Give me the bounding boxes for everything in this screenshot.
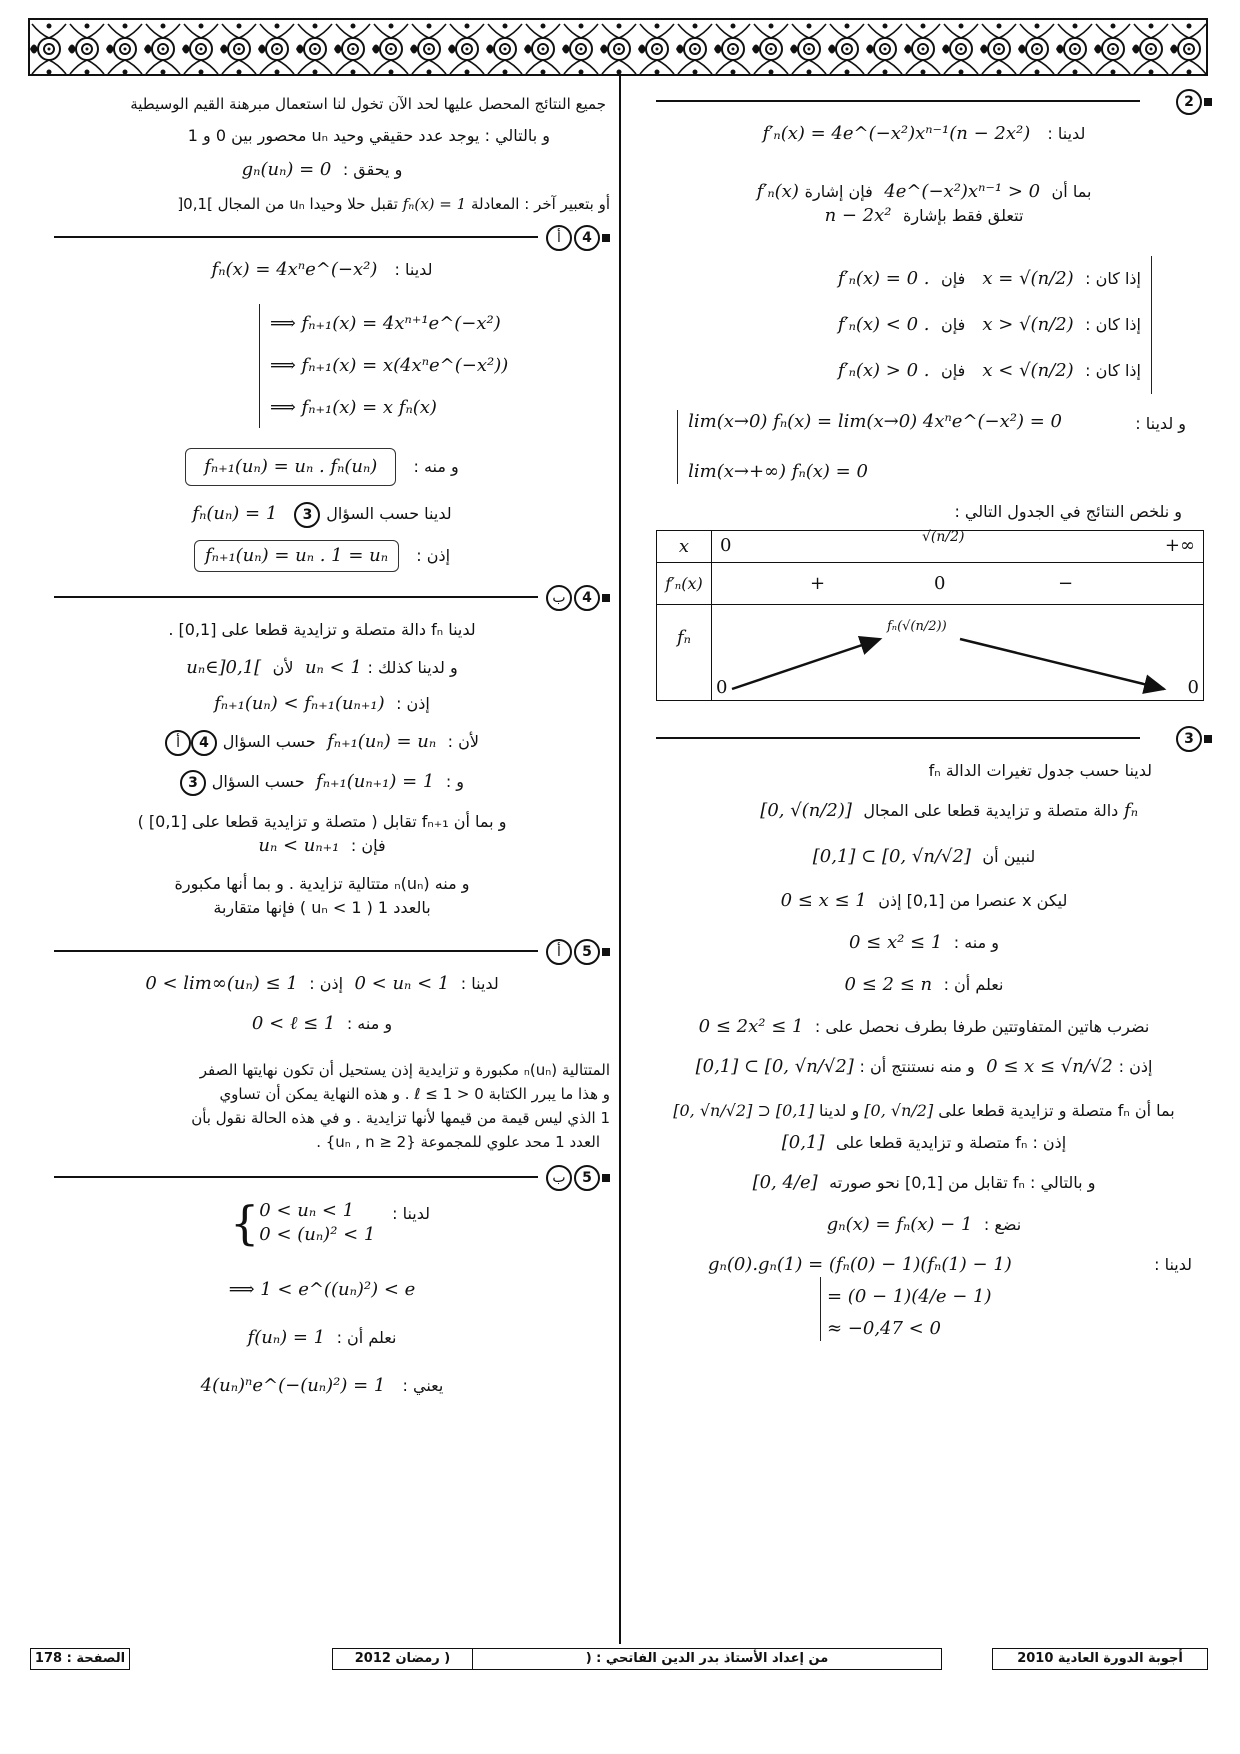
boxed-result: fₙ₊₁(uₙ) = uₙ . fₙ(uₙ) — [185, 448, 396, 486]
sub-question-label: ب — [546, 585, 572, 611]
text: لأن — [272, 658, 294, 677]
formula-limit-zero: lim(x→0) fₙ(x) = lim(x→0) 4xⁿe^(−x²) = 0 — [688, 411, 1062, 432]
formula: f(uₙ) = 1 — [247, 1327, 326, 1348]
formula: f′ₙ(x) > 0 . — [837, 360, 930, 381]
table-sign-minus: − — [1058, 573, 1074, 594]
product-block — [636, 1253, 1212, 1373]
table-f-right-value: 0 — [1187, 677, 1199, 698]
formula: 0 < (uₙ)² < 1 — [259, 1224, 376, 1245]
sub-question-label: أ — [546, 225, 572, 251]
footer-page-number: الصفحة : 178 — [30, 1648, 130, 1670]
formula: ⟹ fₙ₊₁(x) = x(4xⁿe^(−x²)) — [270, 355, 509, 376]
formula: ≈ −0,47 < 0 — [827, 1318, 941, 1339]
limits-block — [636, 410, 1212, 490]
text: و يحقق : — [342, 160, 403, 179]
formula: gₙ(uₙ) = 0 — [241, 159, 332, 180]
formula-limit-infinity: lim(x→+∞) fₙ(x) = 0 — [688, 461, 868, 482]
formula: gₙ(x) = fₙ(x) − 1 — [826, 1214, 973, 1235]
table-f-left-value: 0 — [716, 677, 728, 698]
text: فإن — [940, 315, 966, 334]
section-4b-header — [34, 582, 610, 612]
text: لنبين أن — [982, 847, 1036, 866]
text: نضرب هاتين المتفاوتتين طرفا بطرف نحصل على : — [814, 1017, 1150, 1036]
formula: = (0 − 1)(4/e − 1) — [827, 1286, 992, 1307]
text: فإن — [940, 361, 966, 380]
section-2-header — [636, 86, 1212, 116]
text: لدينا : — [1154, 1255, 1192, 1274]
text: حسب السؤال — [211, 772, 305, 791]
formula: [0, √(n/2)] — [760, 800, 852, 821]
question-reference: 3 — [294, 502, 320, 528]
text: نضع : — [983, 1215, 1022, 1234]
text: و لدينا كذلك : — [367, 658, 458, 677]
text: و لدينا : — [1135, 414, 1186, 433]
text: حسب السؤال — [222, 732, 316, 751]
section-4a-header — [34, 222, 610, 252]
formula: f′ₙ(x) < 0 . — [837, 314, 930, 335]
formula: 0 < lim∞(uₙ) ≤ 1 — [145, 973, 298, 994]
text: و بالتالي : يوجد عدد حقيقي وحيد uₙ محصور بين 0 و 1 — [187, 126, 550, 145]
text: إذا كان : — [1085, 269, 1141, 288]
formula: uₙ < uₙ₊₁ — [258, 835, 340, 856]
formula: fₙ₊₁(uₙ₊₁) = 1 — [316, 771, 435, 792]
formula: 0 ≤ 2 ≤ n — [844, 974, 933, 995]
question-number: 4 — [574, 225, 600, 251]
formula: [0,1] ⊂ [0, √n/√2] — [812, 846, 971, 867]
section-3-header — [636, 723, 1212, 753]
text: 1 الذي ليس قيمة من قيمها لأنها تزايدية . و في هذه الحالة نقول بأن — [191, 1109, 610, 1127]
text: لدينا حسب السؤال — [326, 504, 452, 523]
table-x-critical: √(n/2) — [922, 529, 965, 545]
formula: uₙ < 1 — [304, 657, 362, 678]
left-column — [34, 80, 610, 1398]
question-number: 5 — [574, 939, 600, 965]
text: إذن : fₙ متصلة و تزايدية قطعا على — [835, 1133, 1067, 1152]
text: و هذا ما يبرر الكتابة 0 < ℓ ≤ 1 . و هذه النهاية يمكن أن تساوي — [219, 1085, 610, 1103]
text: و بالتالي : fₙ تقابل من [0,1] نحو صورته — [829, 1173, 1096, 1192]
formula: x < √(n/2) — [982, 360, 1074, 381]
question-number: 5 — [574, 1165, 600, 1191]
ornamental-border — [28, 18, 1208, 76]
text: و منه نستنتج أن : — [859, 1057, 975, 1076]
text: بما أن — [1051, 182, 1092, 201]
formula: x > √(n/2) — [982, 314, 1074, 335]
text: فإن : — [350, 836, 386, 855]
text: و منه : — [953, 933, 1000, 952]
text: و لدينا — [818, 1101, 860, 1120]
formula: f′ₙ(x) — [756, 181, 799, 202]
formula: [0, 4/e] — [752, 1172, 818, 1193]
text: لدينا : — [392, 1204, 430, 1223]
formula: ⟹ fₙ₊₁(x) = x fₙ(x) — [270, 397, 437, 418]
formula: ⟹ 1 < e^((uₙ)²) < e — [228, 1279, 416, 1300]
text: إذن : — [1118, 1057, 1153, 1076]
table-x-infinity: +∞ — [1164, 535, 1195, 556]
text: تقبل حلا وحيدا uₙ من المجال ]0,1[ — [177, 195, 398, 213]
table-function-label: fₙ — [657, 605, 712, 701]
formula: n − 2x² — [824, 205, 892, 226]
sub-question-label: أ — [546, 939, 572, 965]
text: العدد 1 محد علوي للمجموعة {uₙ , n ≥ 2} . — [316, 1133, 600, 1151]
text: و منه : — [413, 457, 459, 476]
formula: fₙ₊₁(uₙ) < fₙ₊₁(uₙ₊₁) — [214, 693, 385, 714]
formula: 0 ≤ 2x² ≤ 1 — [698, 1016, 804, 1037]
footer-author: من إعداد الأستاذ بدر الدين الفاتحي : ( — [472, 1648, 942, 1670]
implication-block — [259, 304, 610, 428]
variation-table — [656, 530, 1204, 701]
text: دالة متصلة و تزايدية قطعا على المجال — [863, 801, 1119, 820]
text: بالعدد 1 ( uₙ < 1 ) فإنها متقاربة — [213, 898, 431, 917]
text: لدينا : — [460, 974, 499, 993]
text: لدينا : — [394, 260, 433, 279]
formula: fₙ(x) = 4xⁿe^(−x²) — [211, 259, 378, 280]
formula: 0 ≤ x² ≤ 1 — [848, 932, 943, 953]
formula: 0 ≤ x ≤ √n/√2 — [986, 1056, 1113, 1077]
section-5b-header — [34, 1162, 610, 1192]
text: و منه (uₙ)ₙ متتالية تزايدية . و بما أنها مكبورة — [174, 874, 470, 893]
sub-question-label: ب — [546, 1165, 572, 1191]
formula: f′ₙ(x) = 0 . — [837, 268, 930, 289]
text: فإن إشارة — [804, 182, 873, 201]
text: أو بتعبير آخر : المعادلة — [470, 195, 610, 213]
question-reference: 3 — [180, 770, 206, 796]
text: المتتالية (uₙ)ₙ مكبورة و تزايدية إذن يستحيل أن تكون نهايتها الصفر — [199, 1061, 610, 1079]
text: لدينا حسب جدول تغيرات الدالة fₙ — [928, 761, 1152, 780]
ornament-pattern — [30, 20, 1208, 76]
table-x-zero: 0 — [720, 535, 732, 556]
table-sign-plus: + — [810, 573, 826, 594]
formula: 0 ≤ x ≤ 1 — [780, 890, 867, 911]
formula: x = √(n/2) — [982, 268, 1074, 289]
formula: 0 < uₙ < 1 — [354, 973, 450, 994]
formula: 4(uₙ)ⁿe^(−(uₙ)²) = 1 — [200, 1375, 386, 1396]
text: و نلخص النتائج في الجدول التالي : — [954, 502, 1182, 521]
formula: [0, √n/2] — [864, 1101, 934, 1120]
table-derivative-label: f′ₙ(x) — [657, 563, 712, 605]
formula: 0 < ℓ ≤ 1 — [251, 1013, 336, 1034]
table-header-x: x — [657, 531, 712, 563]
formula: uₙ∈]0,1[ — [186, 657, 262, 678]
question-number: 4 — [574, 585, 600, 611]
system-block: لدينا : { 0 < uₙ < 1 0 < (uₙ)² < 1 — [230, 1196, 430, 1250]
footer-title: أجوبة الدورة العادية 2010 — [992, 1648, 1208, 1670]
text: إذن : — [309, 974, 344, 993]
formula: ⟹ fₙ₊₁(x) = 4xⁿ⁺¹e^(−x²) — [270, 313, 501, 334]
formula-product: gₙ(0).gₙ(1) = (fₙ(0) − 1)(fₙ(1) − 1) — [708, 1254, 1012, 1275]
formula-derivative: f′ₙ(x) = 4e^(−x²)xⁿ⁻¹(n − 2x²) — [762, 123, 1031, 144]
formula: fₙ(x) = 1 — [402, 195, 467, 213]
right-column — [636, 80, 1212, 1373]
decreasing-arrow — [960, 639, 1164, 689]
cases-block — [636, 256, 1152, 394]
formula: 0 < uₙ < 1 — [259, 1200, 355, 1221]
formula: fₙ(uₙ) = 1 — [192, 503, 278, 524]
formula: [0, √n/√2] ⊃ [0,1] — [673, 1101, 814, 1120]
boxed-result: fₙ₊₁(uₙ) = uₙ . 1 = uₙ — [194, 540, 399, 572]
text: تتعلق فقط بإشارة — [902, 206, 1024, 225]
text: يعني : — [402, 1376, 444, 1395]
section-5a-header — [34, 936, 610, 966]
text: و بما أن fₙ₊₁ تقابل ( متصلة و تزايدية قطعا على [0,1] ) — [137, 812, 507, 831]
text: نعلم أن : — [336, 1328, 397, 1347]
increasing-arrow — [732, 639, 880, 689]
variation-arrows — [712, 605, 1202, 701]
text: فإن — [940, 269, 966, 288]
text: و منه : — [346, 1014, 393, 1033]
text: لدينا fₙ دالة متصلة و تزايدية قطعا على [0,1] . — [168, 620, 476, 639]
text: نعلم أن : — [943, 975, 1004, 994]
text: ليكن x عنصرا من [0,1] إذن — [878, 891, 1068, 910]
table-sign-zero: 0 — [934, 573, 946, 594]
column-divider — [619, 76, 621, 1644]
text: جميع النتائج المحصل عليها لحد الآن تخول لنا استعمال مبرهنة القيم الوسيطية — [130, 95, 606, 113]
formula: [0,1] — [781, 1132, 825, 1153]
question-reference: أ — [165, 730, 191, 756]
question-reference: 4 — [191, 730, 217, 756]
text: و : — [445, 772, 465, 791]
text: بما أن fₙ متصلة و تزايدية قطعا على — [938, 1101, 1175, 1120]
question-number: 2 — [1176, 89, 1202, 115]
question-number: 3 — [1176, 726, 1202, 752]
text: إذن : — [396, 694, 430, 713]
formula: 4e^(−x²)xⁿ⁻¹ > 0 — [884, 181, 1041, 202]
text: إذا كان : — [1085, 361, 1141, 380]
footer-date: ( رمضان 2012 — [332, 1648, 472, 1670]
text: إذن : — [416, 546, 451, 565]
formula: fₙ — [1124, 800, 1138, 821]
table-max-value: fₙ(√(n/2)) — [887, 619, 947, 634]
formula: [0,1] ⊂ [0, √n/√2] — [695, 1056, 854, 1077]
formula: fₙ₊₁(uₙ) = uₙ — [327, 731, 437, 752]
text: لأن : — [447, 732, 479, 751]
text: لدينا : — [1047, 124, 1086, 143]
text: إذا كان : — [1085, 315, 1141, 334]
